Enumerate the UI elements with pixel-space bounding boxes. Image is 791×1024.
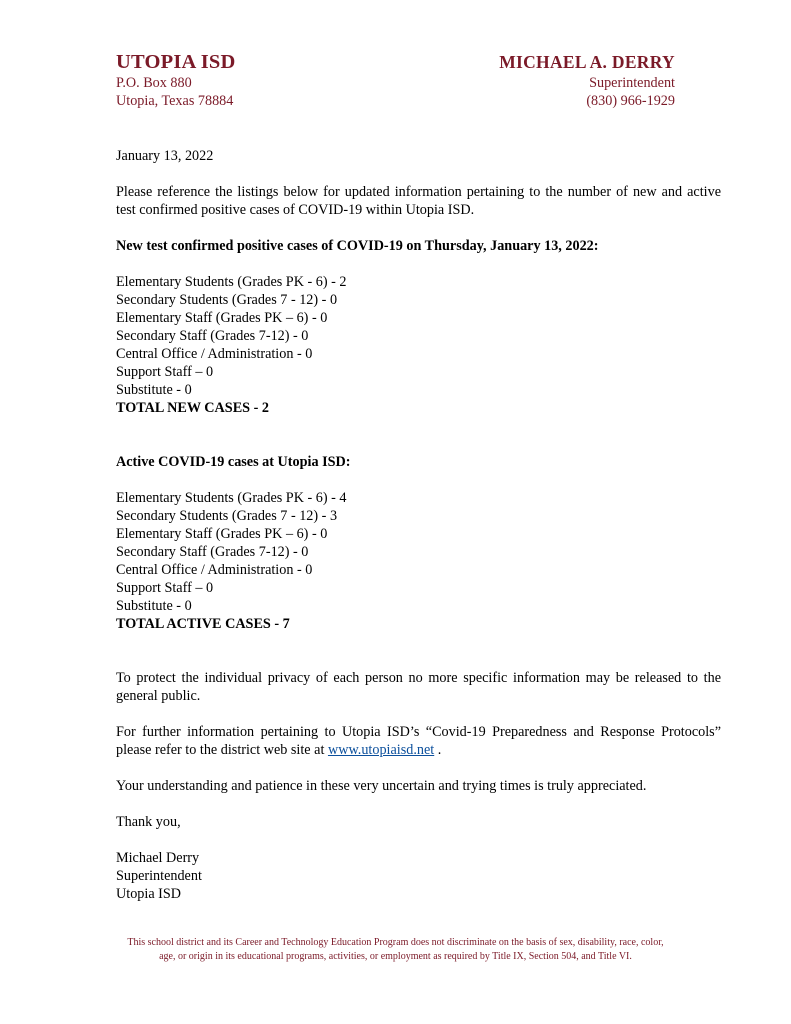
signature-name: Michael Derry (116, 850, 200, 866)
footer-line-2: age, or origin in its educational programs, activities, or employment as required by Title IX, Section 504, and Title VI. (159, 951, 632, 962)
new-cases-heading: New test confirmed positive cases of COVID-19 on Thursday, January 13, 2022: (116, 238, 599, 254)
letter-body (116, 147, 721, 903)
superintendent-block (499, 50, 675, 110)
active-cases-total: TOTAL ACTIVE CASES - 7 (116, 616, 290, 632)
active-cases-list (116, 489, 721, 633)
superintendent-phone: (830) 966-1929 (586, 93, 675, 109)
district-website-link[interactable]: www.utopiaisd.net (327, 742, 435, 758)
further-info-paragraph (116, 723, 721, 759)
intro-paragraph: Please reference the listings below for updated information pertaining to the number of new and active test confirmed positive cases of COVID-19 within Utopia ISD. (116, 184, 721, 218)
list-item: Secondary Students (Grades 7 - 12) - 0 (116, 292, 338, 308)
district-block (116, 50, 236, 110)
list-item: Elementary Students (Grades PK - 6) - 4 (116, 490, 347, 506)
list-item: Secondary Staff (Grades 7-12) - 0 (116, 328, 309, 344)
active-cases-heading: Active COVID-19 cases at Utopia ISD: (116, 454, 351, 470)
district-po-box: P.O. Box 880 (116, 75, 192, 91)
signature-block (116, 849, 721, 903)
list-item: Support Staff – 0 (116, 364, 214, 380)
list-item: Elementary Staff (Grades PK – 6) - 0 (116, 310, 328, 326)
list-item: Substitute - 0 (116, 382, 192, 398)
footer-line-1: This school district and its Career and Technology Education Program does not discriminate on the basis of sex, disability, race, color, (127, 937, 664, 948)
list-item: Central Office / Administration - 0 (116, 562, 313, 578)
district-name: UTOPIA ISD (116, 51, 236, 73)
superintendent-title: Superintendent (589, 75, 675, 91)
new-cases-total: TOTAL NEW CASES - 2 (116, 400, 269, 416)
closing-line: Thank you, (116, 814, 181, 830)
list-item: Support Staff – 0 (116, 580, 214, 596)
list-item: Elementary Staff (Grades PK – 6) - 0 (116, 526, 328, 542)
appreciation-paragraph: Your understanding and patience in these very uncertain and trying times is truly appreciated. (116, 778, 647, 794)
list-item: Secondary Students (Grades 7 - 12) - 3 (116, 508, 338, 524)
non-discrimination-footer (100, 936, 691, 964)
list-item: Elementary Students (Grades PK - 6) - 2 (116, 274, 347, 290)
district-city: Utopia, Texas 78884 (116, 93, 234, 109)
privacy-paragraph: To protect the individual privacy of each person no more specific information may be released to the general public. (116, 670, 721, 704)
further-info-text: For further information pertaining to Utopia ISD’s “Covid-19 Preparedness and Response Protocols” please refer to the district web site at (116, 724, 721, 758)
new-cases-list (116, 273, 721, 417)
list-item: Secondary Staff (Grades 7-12) - 0 (116, 544, 309, 560)
list-item: Central Office / Administration - 0 (116, 346, 313, 362)
superintendent-name: MICHAEL A. DERRY (499, 52, 675, 72)
signature-title: Superintendent (116, 868, 202, 884)
list-item: Substitute - 0 (116, 598, 192, 614)
further-info-end: . (434, 742, 442, 758)
letter-date: January 13, 2022 (116, 148, 214, 164)
letterhead (116, 50, 675, 112)
signature-org: Utopia ISD (116, 886, 182, 902)
